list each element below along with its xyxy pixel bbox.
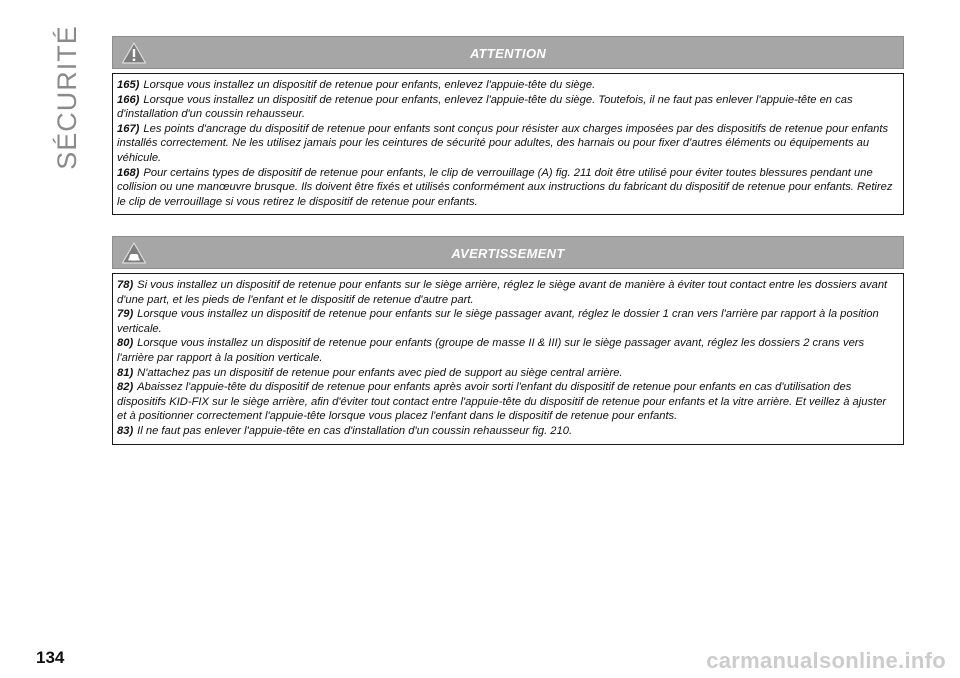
watermark: carmanualsonline.info [706,648,946,673]
warning-title: AVERTISSEMENT [451,246,565,261]
attention-note [117,122,898,166]
page-number: 134 [36,648,65,667]
attention-title: ATTENTION [469,46,547,61]
warning-header [112,236,904,269]
note-number: 78) [117,279,134,291]
note-text: Si vous installez un dispositif de retenue pour enfants sur le siège arrière, réglez le siège avant de manière à éviter tout contact entre les dossiers avant d'une part, et les pieds de l'enfant et le dispositif de retenue d'autre part. [117,279,888,306]
attention-body [112,73,904,215]
note-number: 165) [117,79,140,91]
note-number: 166) [117,93,140,106]
note-number: 79) [117,308,134,321]
note-number: 167) [117,122,140,135]
warning-note [117,336,898,365]
warning-note [117,380,898,424]
attention-note [117,78,898,93]
attention-header [112,36,904,69]
attention-box [112,36,904,215]
note-text: Il ne faut pas enlever l'appuie-tête en cas d'installation d'un coussin rehausseur fig. 210. [137,424,573,437]
note-number: 80) [117,337,134,350]
warning-box [112,236,904,445]
attention-note [117,93,898,122]
attention-note [117,166,898,210]
warning-note [117,366,898,381]
note-text: Abaissez l'appuie-tête du dispositif de retenue pour enfants après avoir sorti l'enfant du dispositif de retenue pour enfants en cas d'utilisation des dispositifs KID-FIX sur le siège arrière, afin d'éviter tout contact entre l'appuie-tête du dispositif de retenue pour enfants et la vitre arrière. Et veillez à ajuster et à positionner correctement l'appuie-tête lorsque vous placez l'enfant dans le dispositif de retenue pour enfants. [117,381,887,423]
warning-note [117,424,898,439]
note-text: Lorsque vous installez un dispositif de retenue pour enfants (groupe de masse II & III) sur le siège passager avant, réglez les dossiers 2 crans vers l'arrière par rapport à la position verticale. [117,337,865,364]
note-number: 81) [117,366,134,379]
note-number: 83) [117,424,134,437]
note-text: N'attachez pas un dispositif de retenue pour enfants avec pied de support au siège central arrière. [137,366,623,379]
warning-note [117,278,898,307]
note-text: Pour certains types de dispositif de retenue pour enfants, le clip de verrouillage (A) fig. 211 doit être utilisé pour éviter toutes blessures pendant une collision ou une manœuvre brusque. Ils doivent être fixés et utilisés conformément aux instructions du fabricant du dispositif de retenue pour enfants. Retirez le clip de verrouillage si vous retirez le dispositif de retenue pour enfants. [117,166,893,208]
note-text: Lorsque vous installez un dispositif de retenue pour enfants, enlevez l'appuie-tête du siège. Toutefois, il ne faut pas enlever l'appuie-tête en cas d'installation d'un coussin rehausseur. [117,93,853,121]
section-label-text: SÉCURITÉ [51,24,82,170]
section-label [50,22,84,172]
note-text: Lorsque vous installez un dispositif de retenue pour enfants, enlevez l'appuie-tête du siège. [143,79,596,91]
note-text: Les points d'ancrage du dispositif de retenue pour enfants sont conçus pour résister aux charges imposées par des dispositifs de retenue pour enfants installés correctement. Ne les utilisez jamais pour les ceintures de sécurité pour adultes, des harnais ou pour fixer d'autres éléments ou équipements au véhicule. [117,122,889,164]
note-number: 82) [117,381,134,394]
note-number: 168) [117,166,140,179]
note-text: Lorsque vous installez un dispositif de retenue pour enfants sur le siège passager avant, réglez le dossier 1 cran vers l'arrière par rapport à la position verticale. [117,308,879,335]
warning-note [117,307,898,336]
warning-body [112,273,904,445]
